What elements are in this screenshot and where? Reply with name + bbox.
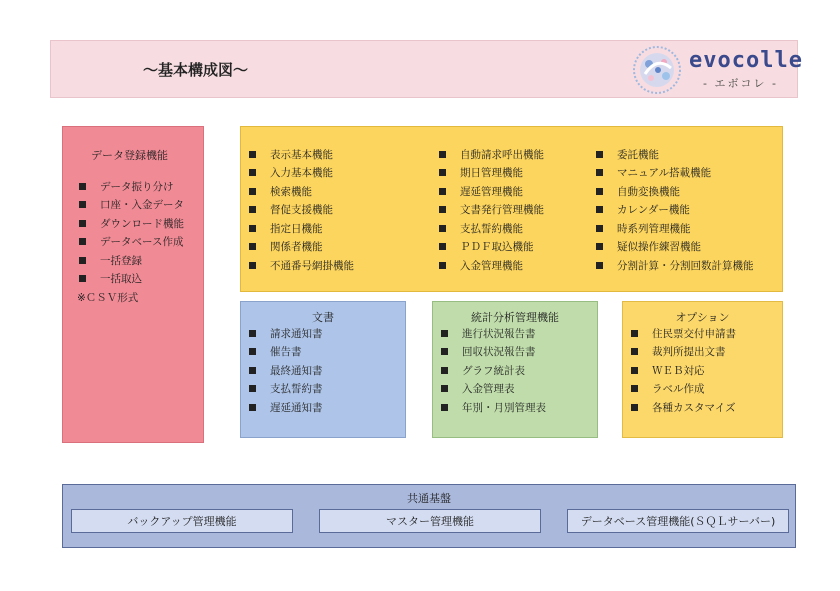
bullet-square-icon — [249, 225, 256, 232]
data-registration-box — [62, 126, 204, 443]
bullet-square-icon — [249, 330, 256, 337]
bullet-square-icon — [441, 404, 448, 411]
list-item: 各種カスタマイズ — [631, 398, 736, 417]
list-item: 年別・月別管理表 — [441, 398, 546, 417]
main-functions-box — [240, 126, 783, 292]
common-base-title: 共通基盤 — [407, 492, 451, 505]
bullet-square-icon — [79, 201, 86, 208]
list-item: 期日管理機能 — [439, 164, 544, 183]
master-management-box: マスター管理機能 — [319, 509, 541, 533]
list-item: 関係者機能 — [249, 238, 354, 257]
list-item: 催告書 — [249, 343, 323, 362]
list-item: 遅延通知書 — [249, 398, 323, 417]
database-management-box: データベース管理機能(ＳＱＬサーバー) — [567, 509, 789, 533]
bullet-square-icon — [439, 151, 446, 158]
bullet-square-icon — [79, 220, 86, 227]
statistics-title: 統計分析管理機能 — [471, 311, 559, 324]
logo-name: evocolle — [689, 48, 803, 73]
bullet-square-icon — [249, 385, 256, 392]
bullet-square-icon — [249, 151, 256, 158]
list-item: 自動変換機能 — [596, 182, 754, 201]
common-base-box — [62, 484, 796, 548]
list-item: 入金管理機能 — [439, 256, 544, 275]
list-item: 入金管理表 — [441, 380, 546, 399]
list-item: 入力基本機能 — [249, 164, 354, 183]
data-registration-title: データ登録機能 — [91, 149, 168, 162]
list-item: データベース作成 — [79, 233, 184, 252]
main-functions-col1 — [249, 145, 354, 275]
bullet-square-icon — [439, 225, 446, 232]
bullet-square-icon — [631, 330, 638, 337]
bullet-square-icon — [249, 348, 256, 355]
backup-management-box: バックアップ管理機能 — [71, 509, 293, 533]
bullet-square-icon — [596, 169, 603, 176]
documents-title: 文書 — [312, 311, 334, 324]
list-item: 支払誓約機能 — [439, 219, 544, 238]
bullet-square-icon — [79, 257, 86, 264]
bullet-square-icon — [439, 243, 446, 250]
bullet-square-icon — [79, 275, 86, 282]
bullet-square-icon — [249, 243, 256, 250]
bullet-square-icon — [631, 348, 638, 355]
evocolle-logo — [631, 44, 803, 96]
list-item: 回収状況報告書 — [441, 343, 546, 362]
list-item: 表示基本機能 — [249, 145, 354, 164]
list-item: ＰＤＦ取込機能 — [439, 238, 544, 257]
list-item: 委託機能 — [596, 145, 754, 164]
list-item: 疑似操作練習機能 — [596, 238, 754, 257]
list-item: 口座・入金データ — [79, 196, 184, 215]
bullet-square-icon — [596, 188, 603, 195]
logo-subtitle: - エボコレ - — [703, 77, 778, 90]
bullet-square-icon — [249, 206, 256, 213]
list-item: 請求通知書 — [249, 324, 323, 343]
list-item: 時系列管理機能 — [596, 219, 754, 238]
bullet-square-icon — [439, 206, 446, 213]
main-functions-col2 — [439, 145, 544, 275]
bullet-square-icon — [631, 404, 638, 411]
bullet-square-icon — [439, 169, 446, 176]
list-item: 文書発行管理機能 — [439, 201, 544, 220]
bullet-square-icon — [596, 262, 603, 269]
list-item: カレンダー機能 — [596, 201, 754, 220]
bullet-square-icon — [596, 206, 603, 213]
list-item: 督促支援機能 — [249, 201, 354, 220]
bullet-square-icon — [79, 238, 86, 245]
bullet-square-icon — [441, 385, 448, 392]
list-item: 遅延管理機能 — [439, 182, 544, 201]
list-item: 自動請求呼出機能 — [439, 145, 544, 164]
list-item: グラフ統計表 — [441, 361, 546, 380]
bullet-square-icon — [631, 385, 638, 392]
page-title: ～基本構成図～ — [143, 61, 249, 79]
bullet-square-icon — [439, 188, 446, 195]
bullet-square-icon — [249, 367, 256, 374]
list-item: ＷＥＢ対応 — [631, 361, 736, 380]
options-box — [622, 301, 783, 438]
list-item: 一括登録 — [79, 251, 184, 270]
list-item: マニュアル搭載機能 — [596, 164, 754, 183]
list-item: 住民票交付申請書 — [631, 324, 736, 343]
options-title: オプション — [675, 311, 730, 324]
list-item: 分割計算・分割回数計算機能 — [596, 256, 754, 275]
bullet-square-icon — [441, 367, 448, 374]
logo-mark-icon — [631, 44, 683, 96]
list-item: ラベル作成 — [631, 380, 736, 399]
statistics-box — [432, 301, 598, 438]
bullet-square-icon — [596, 151, 603, 158]
bullet-square-icon — [79, 183, 86, 190]
list-item: 不通番号網掛機能 — [249, 256, 354, 275]
main-functions-col3 — [596, 145, 754, 275]
list-item: ダウンロード機能 — [79, 214, 184, 233]
header-banner — [50, 40, 803, 98]
bullet-square-icon — [441, 348, 448, 355]
list-item: データ振り分け — [79, 177, 184, 196]
csv-format-note: ※ＣＳＶ形式 — [77, 291, 139, 304]
bullet-square-icon — [249, 262, 256, 269]
bullet-square-icon — [596, 243, 603, 250]
bullet-square-icon — [249, 169, 256, 176]
bullet-square-icon — [249, 404, 256, 411]
list-item: 最終通知書 — [249, 361, 323, 380]
list-item: 一括取込 — [79, 270, 184, 289]
list-item: 指定日機能 — [249, 219, 354, 238]
list-item: 裁判所提出文書 — [631, 343, 736, 362]
bullet-square-icon — [631, 367, 638, 374]
list-item: 検索機能 — [249, 182, 354, 201]
bullet-square-icon — [596, 225, 603, 232]
documents-box — [240, 301, 406, 438]
bullet-square-icon — [439, 262, 446, 269]
bullet-square-icon — [441, 330, 448, 337]
list-item: 支払誓約書 — [249, 380, 323, 399]
bullet-square-icon — [249, 188, 256, 195]
list-item: 進行状況報告書 — [441, 324, 546, 343]
